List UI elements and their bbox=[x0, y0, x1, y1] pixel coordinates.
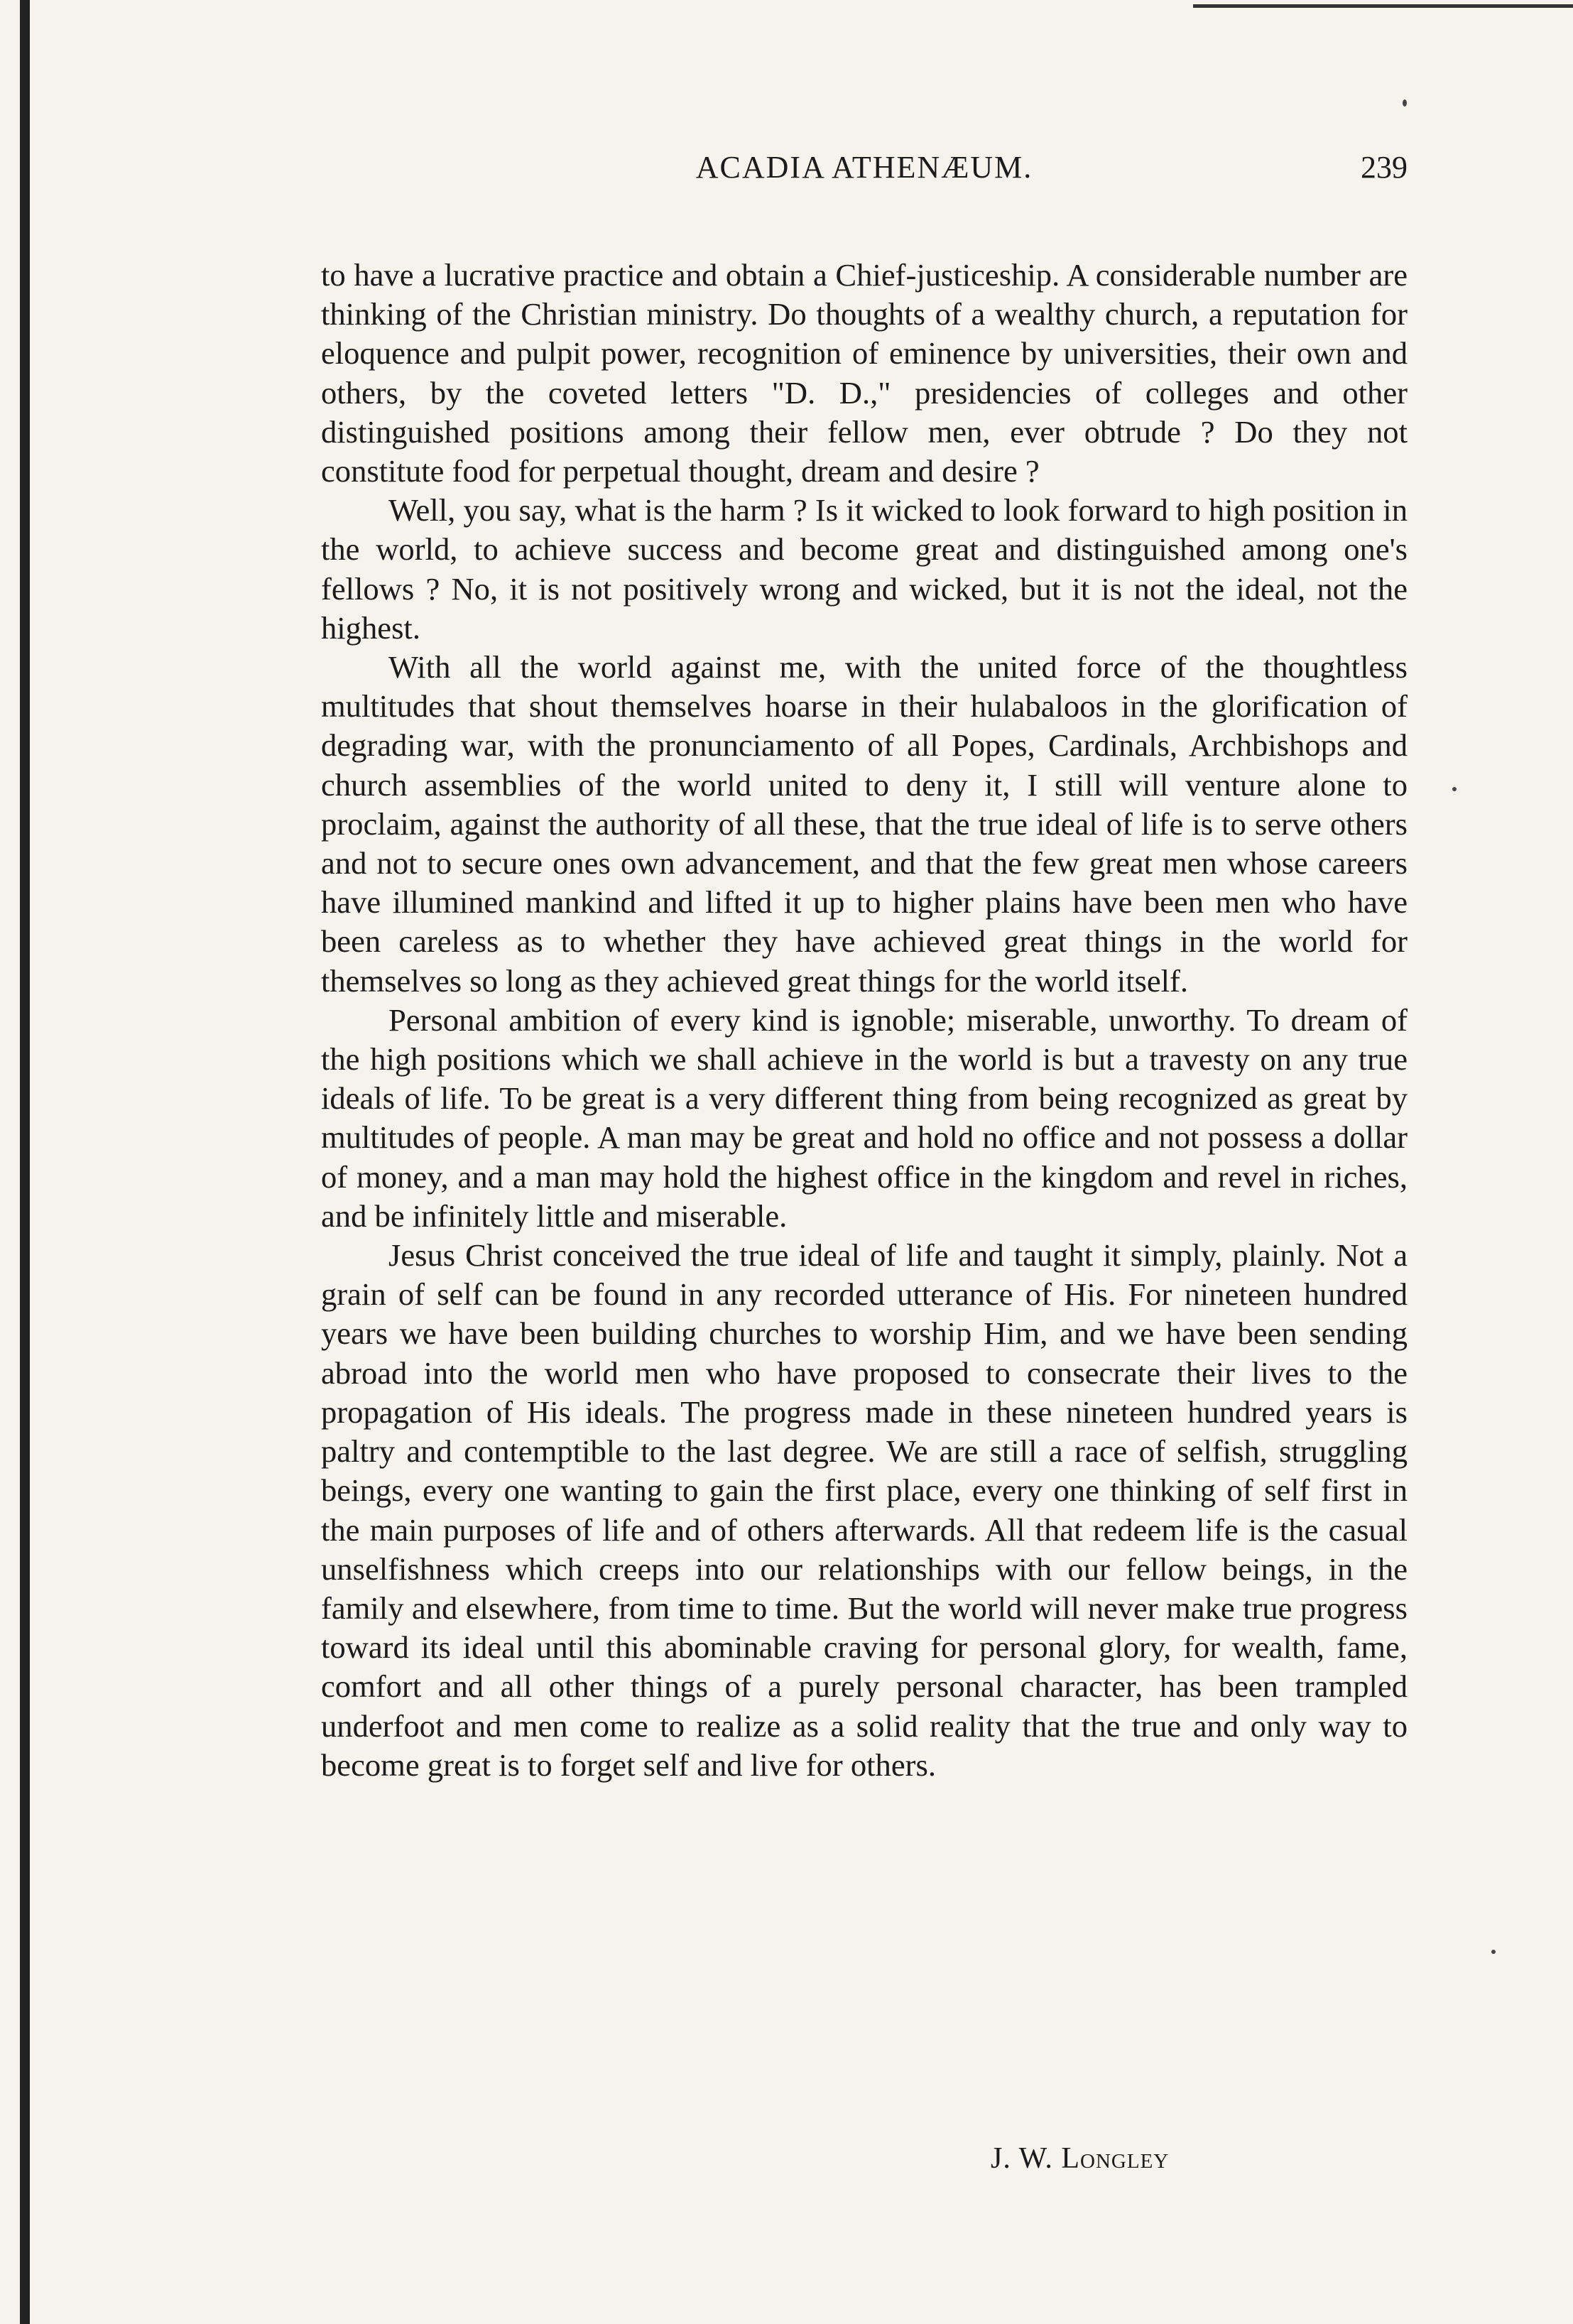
page-header bbox=[321, 149, 1408, 192]
author-signature bbox=[991, 2141, 1169, 2176]
article-body bbox=[321, 256, 1408, 1785]
paragraph-2: Well, you say, what is the harm ? Is it wicked to look forward to high position in the world, to achieve success and become great and distinguished among one's fellows ? No, it is not positively wrong and wicked, but it is not the ideal, not the highest. bbox=[321, 492, 1408, 646]
top-rule bbox=[1193, 4, 1573, 8]
signature-surname: Longley bbox=[1061, 2142, 1170, 2175]
running-title: ACADIA ATHENÆUM. bbox=[695, 150, 1033, 185]
signature-initials: J. W. bbox=[991, 2142, 1053, 2175]
paragraph-5: Jesus Christ conceived the true ideal of life and taught it simply, plainly. Not a grain of self can be found in any recorded utterance of His. For nineteen hundred years we have been building churches to worship Him, and we have been sending abroad into the world men who have proposed to consecrate their lives to the propagation of His ideals. The progress made in these nineteen hundred years is paltry and contemptible to the last degree. We are still a race of selfish, struggling beings, every one wanting to gain the first place, every one thinking of self first in the main purposes of life and of others afterwards. All that redeem life is the casual unselfishness which creeps into our relationships with our fellow beings, in the family and elsewhere, from time to time. But the world will never make true progress toward its ideal until this abominable craving for personal glory, for wealth, fame, comfort and all other things of a purely personal character, has been trampled underfoot and men come to realize as a solid reality that the true and only way to become great is to forget self and live for others. bbox=[321, 1237, 1408, 1783]
paragraph-4: Personal ambition of every kind is ignoble; miserable, unworthy. To dream of the high positions which we shall achieve in the world is but a travesty on any true ideals of life. To be great is a very different thing from being recognized as great by multitudes of people. A man may be great and hold no office and not possess a dollar of money, and a man may hold the highest office in the kingdom and revel in riches, and be infinitely little and miserable. bbox=[321, 1001, 1408, 1234]
page-number: 239 bbox=[1361, 150, 1408, 185]
scan-speck bbox=[1403, 99, 1407, 107]
scan-speck bbox=[1491, 1950, 1496, 1954]
paragraph-3: With all the world against me, with the united force of the thoughtless multitudes that shout themselves hoarse in their hulabaloos in the glorification of degrading war, with the pronunciamento of all Popes, Cardinals, Archbishops and church assemblies of the world united to deny it, I still will venture alone to proclaim, against the authority of all these, that the true ideal of life is to serve others and not to secure ones own advancement, and that the few great men whose careers have illumined mankind and lifted it up to higher plains have been men who have been careless as to whether they have achieved great things in the world for themselves so long as they achieved great things for the world itself. bbox=[321, 649, 1408, 999]
scan-speck bbox=[1452, 787, 1457, 791]
paragraph-1: to have a lucrative practice and obtain a Chief-justiceship. A considerable number are thinking of the Christian ministry. Do thoughts of a wealthy church, a reputation for eloquence and pulpit power, recognition of eminence by universities, their own and others, by the coveted letters "D. D.," presidencies of colleges and other distinguished positions among their fellow men, ever obtrude ? Do they not constitute food for perpetual thought, dream and desire ? bbox=[321, 257, 1408, 489]
binding-edge bbox=[20, 0, 30, 2324]
